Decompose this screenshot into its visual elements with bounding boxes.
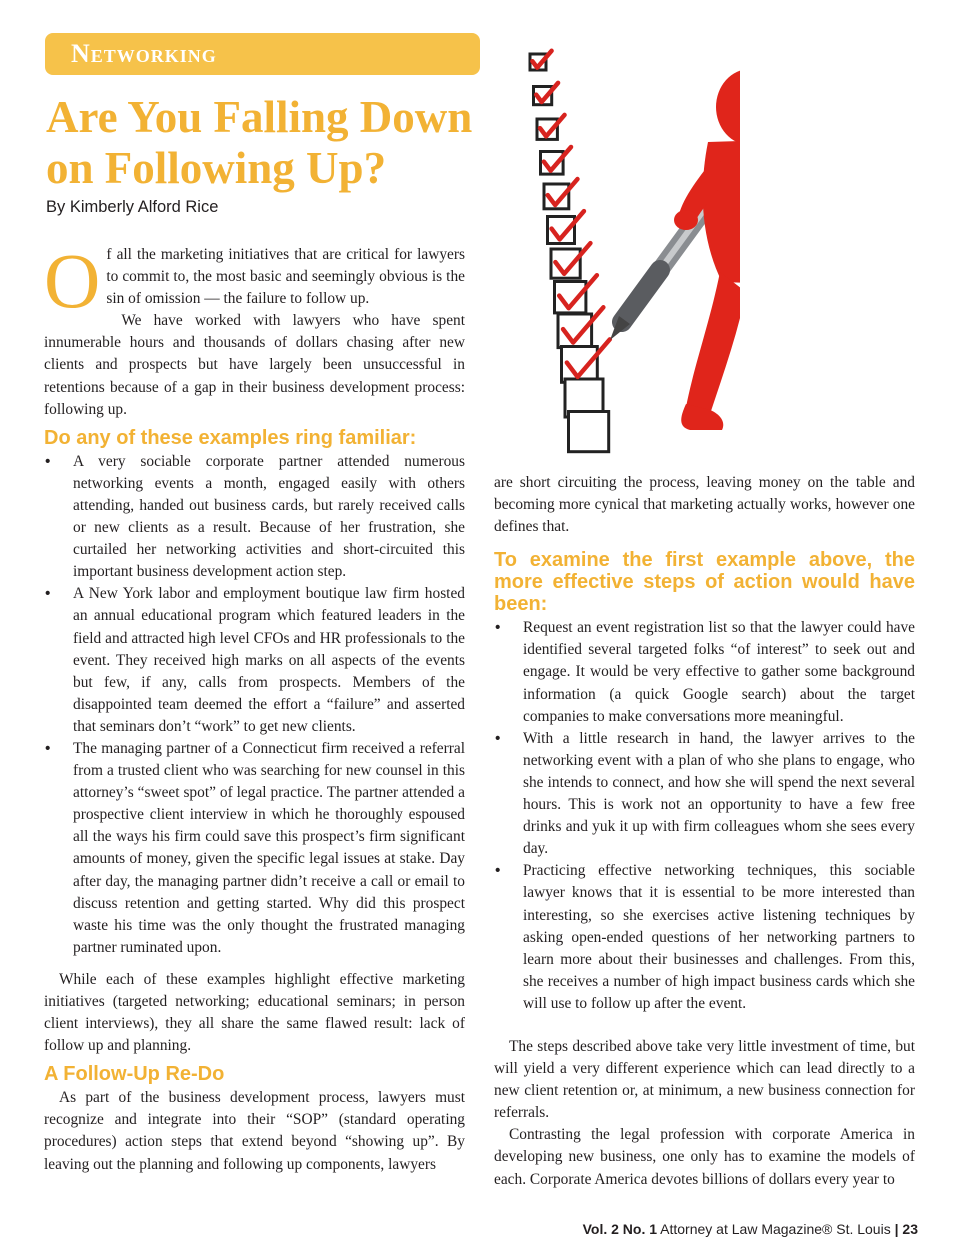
section-tag	[45, 33, 480, 75]
empty-box-icon	[569, 412, 609, 452]
closing-paragraph-2: Contrasting the legal profession with corporate America in developing new business, one only has to examine the models of each. Corporate America devotes billions of dollars every year to	[494, 1126, 915, 1188]
right-column	[494, 472, 915, 1191]
left-column	[44, 237, 465, 1176]
closing-paragraph-1: The steps described above take very little investment of time, but will yield a very different experience which can lead directly to a new client retention or, at minimum, a new business connection for referrals.	[494, 1037, 915, 1122]
red-figure-checklist-illustration	[510, 22, 740, 462]
byline: By Kimberly Alford Rice	[46, 198, 219, 216]
list-item: • Practicing effective networking techniques, this sociable lawyer knows that it is essential to be more interested than interesting, so she exercises active listening techniques by asking open-ended questions of her networking partners to learn more about their businesses and challenges. From this, she receives a number of high impact business cards which she will use to follow up after the event.	[494, 860, 915, 1015]
list-item: • A New York labor and employment boutique law firm hosted an annual educational program which featured leaders in the field and attracted high level CFOs and HR professionals to the event. They received high marks on all aspects of the events but few, if any, calls from prospects. Members of the disappointed team deemed the effort a “failure” and asserted that seminars don’t “work” to get new clients.	[44, 583, 465, 738]
page-footer	[583, 1221, 918, 1237]
redo-paragraph: As part of the business development process, lawyers must recognize and integrate into their “SOP” (standard operating procedures) action steps that extend beyond “showing up”. By leaving out the planning and following up components, lawyers	[44, 1089, 465, 1173]
intro-paragraph-2: We have worked with lawyers who have spent innumerable hours and thousands of dollars chasing after new clients and prospects but have largely been unsuccessful in retentions because of a gap in their business development process: following up.	[44, 312, 465, 418]
list-item: • With a little research in hand, the lawyer arrives to the networking event with a plan of who she plans to engage, who she intends to connect, and how she will spend the next several hours. This is work not an opportunity to have a few free drinks and yuk it up with firm colleagues whom she sees every day.	[494, 728, 915, 861]
footer-separator: |	[894, 1221, 899, 1237]
list-item: • A very sociable corporate partner attended numerous networking events a month, engaged easily with others attending, handed out business cards, but rarely received calls or new clients as a result. Because of her frustration, she curtailed her networking activities and short-circuited this important business development action step.	[44, 451, 465, 584]
continued-paragraph: are short circuiting the process, leaving money on the table and becoming more cynical that marketing actually works, however one defines that.	[494, 474, 915, 536]
illustration-svg	[510, 22, 740, 462]
examples-list	[44, 451, 465, 959]
intro-paragraph-1: f all the marketing initiatives that are critical for lawyers to commit to, the most basic and seemingly obvious is the sin of omission — the failure to follow up.	[106, 246, 465, 308]
article-title	[46, 92, 516, 194]
footer-issue: Vol. 2 No. 1	[582, 1221, 658, 1237]
heading-examples: Do any of these examples ring familiar:	[44, 426, 417, 449]
list-item: • The managing partner of a Connecticut firm received a referral from a trusted client who was searching for new counsel in this attorney’s “sweet spot” of legal practice. The partner attended a prospective client interview in which he thoroughly espoused all the ways his firm could save this prospect’s firm significant amounts of money, given the specific legal issues at stake. Day after day, the managing partner didn’t receive a call or email to discuss retention and getting started. Why did this prospect waste his time was the only thought the frustrated managing partner ruminated upon.	[44, 738, 465, 959]
steps-list	[494, 617, 915, 1015]
footer-page-number: 23	[902, 1221, 918, 1237]
article-title-line1: Are You Falling Down	[46, 92, 473, 142]
list-item: • Request an event registration list so that the lawyer could have identified several targeted folks “of interest” to seek out and engage. It would be very effective to gather some background information (a quick Google search) about the target companies to make conversations more meaningful.	[494, 617, 915, 727]
heading-follow-up-redo: A Follow-Up Re-Do	[44, 1063, 225, 1086]
drop-cap: O	[44, 237, 101, 324]
article-title-line2: on Following Up?	[46, 143, 387, 193]
section-tag-label: Networking	[71, 39, 217, 68]
heading-first-example: To examine the first example above, the more effective steps of action would have been:	[494, 549, 915, 616]
footer-magazine: Attorney at Law Magazine® St. Louis	[660, 1221, 891, 1237]
summary-paragraph: While each of these examples highlight effective marketing initiatives (targeted networking; educational seminars; in person client interviews), they all share the same flawed result: lack of follow up and planning.	[44, 970, 465, 1055]
